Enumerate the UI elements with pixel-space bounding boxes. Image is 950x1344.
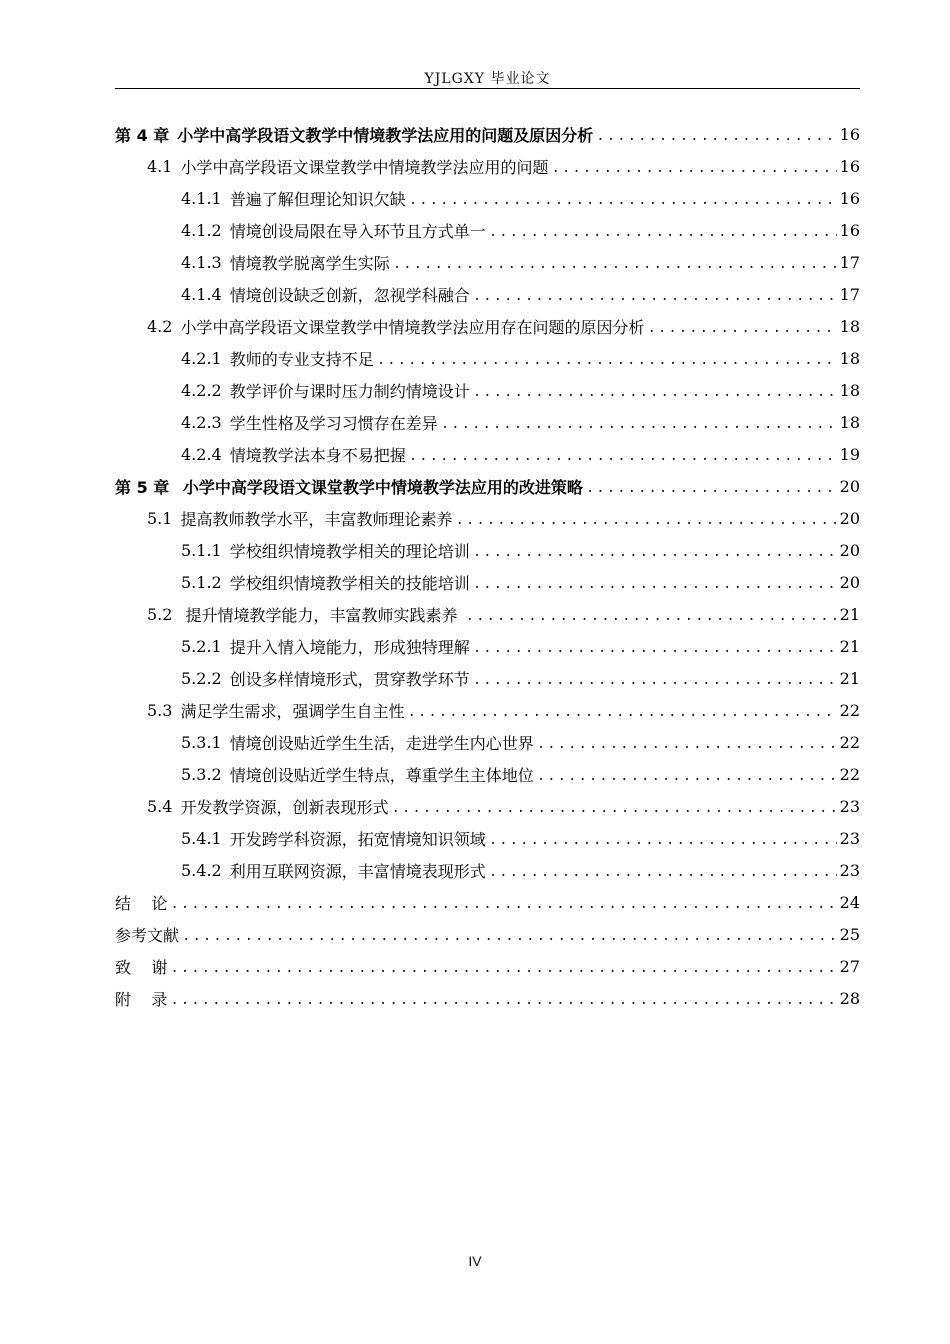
- toc-entry-title: 致 谢: [115, 957, 168, 977]
- toc-entry-page: 17: [839, 284, 860, 304]
- running-header: YJLGXY 毕业论文: [424, 71, 551, 87]
- toc-entry-title: 小学中高学段语文教学中情境教学法应用的问题及原因分析: [177, 125, 594, 145]
- toc-entry-page: 16: [839, 156, 860, 176]
- toc-dot-leader: [473, 637, 837, 655]
- toc-dot-leader: [489, 861, 837, 879]
- toc-entry-title: 学校组织情境教学相关的技能培训: [229, 573, 470, 593]
- toc-entry-page: 25: [839, 924, 860, 944]
- toc-entry-number: 5.2.2: [181, 668, 222, 688]
- toc-entry-title: 创设多样情境形式，贯穿教学环节: [229, 669, 470, 689]
- toc-entry-page: 20: [839, 508, 860, 528]
- toc-entry[interactable]: [115, 310, 860, 342]
- toc-entry-title: 提升情境教学能力，丰富教师实践素养: [180, 605, 463, 625]
- toc-entry-page: 22: [839, 732, 860, 752]
- toc-entry-page: 20: [839, 572, 860, 592]
- toc-entry-number: 第 5 章: [115, 477, 170, 497]
- toc-entry-title: 情境创设贴近学生生活，走进学生内心世界: [229, 733, 534, 753]
- toc-entry-number: 5.1.1: [181, 540, 222, 560]
- toc-entry-title: 学生性格及学习习惯存在差异: [229, 413, 438, 433]
- toc-entry-number: 5.4.1: [181, 828, 222, 848]
- toc-dot-leader: [409, 189, 837, 207]
- toc-entry[interactable]: [115, 982, 860, 1014]
- toc-dot-leader: [473, 541, 837, 559]
- toc-entry[interactable]: [115, 278, 860, 310]
- toc-entry-title: 普遍了解但理论知识欠缺: [229, 189, 406, 209]
- toc-entry-title: 开发跨学科资源，拓宽情境知识领域: [229, 829, 486, 849]
- toc-entry-number: 5.1: [147, 508, 173, 528]
- toc-entry-title: 教学评价与课时压力制约情境设计: [229, 381, 470, 401]
- toc-entry[interactable]: [115, 726, 860, 758]
- toc-dot-leader: [170, 893, 836, 911]
- toc-entry-number: 4.1.3: [181, 252, 222, 272]
- toc-entry-page: 24: [839, 892, 860, 912]
- toc-entry-page: 17: [839, 252, 860, 272]
- toc-dot-leader: [473, 669, 837, 687]
- toc-entry-title: 附 录: [115, 989, 168, 1009]
- toc-entry[interactable]: [115, 854, 860, 886]
- toc-entry-page: 27: [839, 956, 860, 976]
- toc-entry-number: 4.2: [147, 316, 173, 336]
- toc-entry[interactable]: [115, 342, 860, 374]
- toc-dot-leader: [473, 285, 837, 303]
- toc-entry-title: 学校组织情境教学相关的理论培训: [229, 541, 470, 561]
- toc-dot-leader: [586, 477, 837, 495]
- toc-entry-page: 19: [839, 444, 860, 464]
- toc-entry[interactable]: [115, 694, 860, 726]
- toc-entry[interactable]: [115, 150, 860, 182]
- toc-dot-leader: [391, 797, 836, 815]
- toc-entry-title: 情境创设局限在导入环节且方式单一: [229, 221, 486, 241]
- toc-entry-number: 4.2.1: [181, 348, 222, 368]
- toc-entry-page: 16: [839, 188, 860, 208]
- toc-entry-page: 21: [839, 636, 860, 656]
- toc-entry-page: 21: [839, 604, 860, 624]
- toc-entry-title: 小学中高学段语文课堂教学中情境教学法应用存在问题的原因分析: [180, 317, 645, 337]
- toc-entry-number: 5.4: [147, 796, 173, 816]
- toc-dot-leader: [537, 733, 837, 751]
- toc-dot-leader: [489, 221, 837, 239]
- toc-dot-leader: [473, 381, 837, 399]
- toc-dot-leader: [170, 989, 836, 1007]
- toc-dot-leader: [455, 509, 836, 527]
- toc-entry[interactable]: [115, 470, 860, 502]
- toc-entry-number: 4.1.1: [181, 188, 222, 208]
- toc-entry-page: 21: [839, 668, 860, 688]
- toc-entry-title: 情境教学脱离学生实际: [229, 253, 390, 273]
- toc-entry-page: 22: [839, 764, 860, 784]
- toc-entry-number: 5.3.1: [181, 732, 222, 752]
- page-number: IV: [468, 1253, 482, 1269]
- toc-entry-number: 5.2.1: [181, 636, 222, 656]
- toc-entry-number: 5.4.2: [181, 860, 222, 880]
- toc-entry-number: 5.1.2: [181, 572, 222, 592]
- toc-dot-leader: [393, 253, 837, 271]
- toc-entry-page: 23: [839, 860, 860, 880]
- toc-entry-number: 4.2.4: [181, 444, 222, 464]
- toc-entry-title: 开发教学资源，创新表现形式: [180, 797, 389, 817]
- toc-entry-number: 4.2.2: [181, 380, 222, 400]
- toc-entry[interactable]: [115, 214, 860, 246]
- toc-entry-number: 5.3: [147, 700, 173, 720]
- toc-dot-leader: [473, 573, 837, 591]
- toc-entry-page: 18: [839, 316, 860, 336]
- toc-entry-title: 情境创设缺乏创新，忽视学科融合: [229, 285, 470, 305]
- toc-entry-page: 20: [839, 476, 860, 496]
- toc-entry[interactable]: [115, 118, 860, 150]
- toc-dot-leader: [407, 701, 836, 719]
- header-rule: [115, 88, 860, 89]
- toc-entry[interactable]: [115, 758, 860, 790]
- toc-entry-number: 4.2.3: [181, 412, 222, 432]
- toc-entry[interactable]: [115, 822, 860, 854]
- toc-entry[interactable]: [115, 438, 860, 470]
- toc-dot-leader: [441, 413, 837, 431]
- toc-dot-leader: [537, 765, 837, 783]
- toc-entry-title: 提升入情入境能力，形成独特理解: [229, 637, 470, 657]
- toc-entry-number: 4.1.2: [181, 220, 222, 240]
- toc-entry[interactable]: [115, 502, 860, 534]
- toc-entry[interactable]: [115, 950, 860, 982]
- toc-entry-number: 4.1: [147, 156, 173, 176]
- toc-entry-page: 18: [839, 412, 860, 432]
- toc-entry[interactable]: [115, 662, 860, 694]
- toc-entry[interactable]: [115, 534, 860, 566]
- toc-entry-page: 23: [839, 828, 860, 848]
- toc-entry-title: 利用互联网资源，丰富情境表现形式: [229, 861, 486, 881]
- toc-entry[interactable]: [115, 374, 860, 406]
- toc-entry[interactable]: [115, 566, 860, 598]
- toc-dot-leader: [182, 925, 837, 943]
- toc-entry[interactable]: [115, 630, 860, 662]
- table-of-contents: [115, 118, 860, 1014]
- toc-entry-title: 小学中高学段语文课堂教学中情境教学法应用的问题: [180, 157, 549, 177]
- toc-entry-page: 16: [839, 124, 860, 144]
- toc-entry-number: 4.1.4: [181, 284, 222, 304]
- toc-entry-page: 18: [839, 380, 860, 400]
- toc-entry-page: 20: [839, 540, 860, 560]
- toc-entry-title: 教师的专业支持不足: [229, 349, 374, 369]
- toc-entry-page: 18: [839, 348, 860, 368]
- toc-dot-leader: [551, 157, 836, 175]
- toc-entry[interactable]: [115, 790, 860, 822]
- toc-entry-title: 情境教学法本身不易把握: [229, 445, 406, 465]
- toc-dot-leader: [596, 125, 836, 143]
- toc-entry[interactable]: [115, 246, 860, 278]
- toc-entry-title: 结 论: [115, 893, 168, 913]
- toc-dot-leader: [466, 605, 837, 623]
- toc-entry-title: 参考文献: [115, 925, 180, 945]
- toc-dot-leader: [489, 829, 837, 847]
- toc-dot-leader: [377, 349, 837, 367]
- toc-entry[interactable]: [115, 886, 860, 918]
- toc-entry-title: 小学中高学段语文课堂教学中情境教学法应用的改进策略: [177, 477, 583, 497]
- toc-dot-leader: [409, 445, 837, 463]
- toc-entry-number: 5.2: [147, 604, 173, 624]
- toc-entry-page: 23: [839, 796, 860, 816]
- toc-entry-page: 16: [839, 220, 860, 240]
- toc-entry-page: 22: [839, 700, 860, 720]
- toc-entry-title: 情境创设贴近学生特点，尊重学生主体地位: [229, 765, 534, 785]
- toc-entry-number: 5.3.2: [181, 764, 222, 784]
- toc-entry-page: 28: [839, 988, 860, 1008]
- toc-dot-leader: [170, 957, 836, 975]
- toc-entry-title: 满足学生需求，强调学生自主性: [180, 701, 405, 721]
- toc-entry[interactable]: [115, 182, 860, 214]
- toc-entry[interactable]: [115, 918, 860, 950]
- toc-entry[interactable]: [115, 406, 860, 438]
- toc-dot-leader: [647, 317, 836, 335]
- toc-entry-title: 提高教师教学水平，丰富教师理论素养: [180, 509, 453, 529]
- toc-entry[interactable]: [115, 598, 860, 630]
- toc-entry-number: 第 4 章: [115, 125, 170, 145]
